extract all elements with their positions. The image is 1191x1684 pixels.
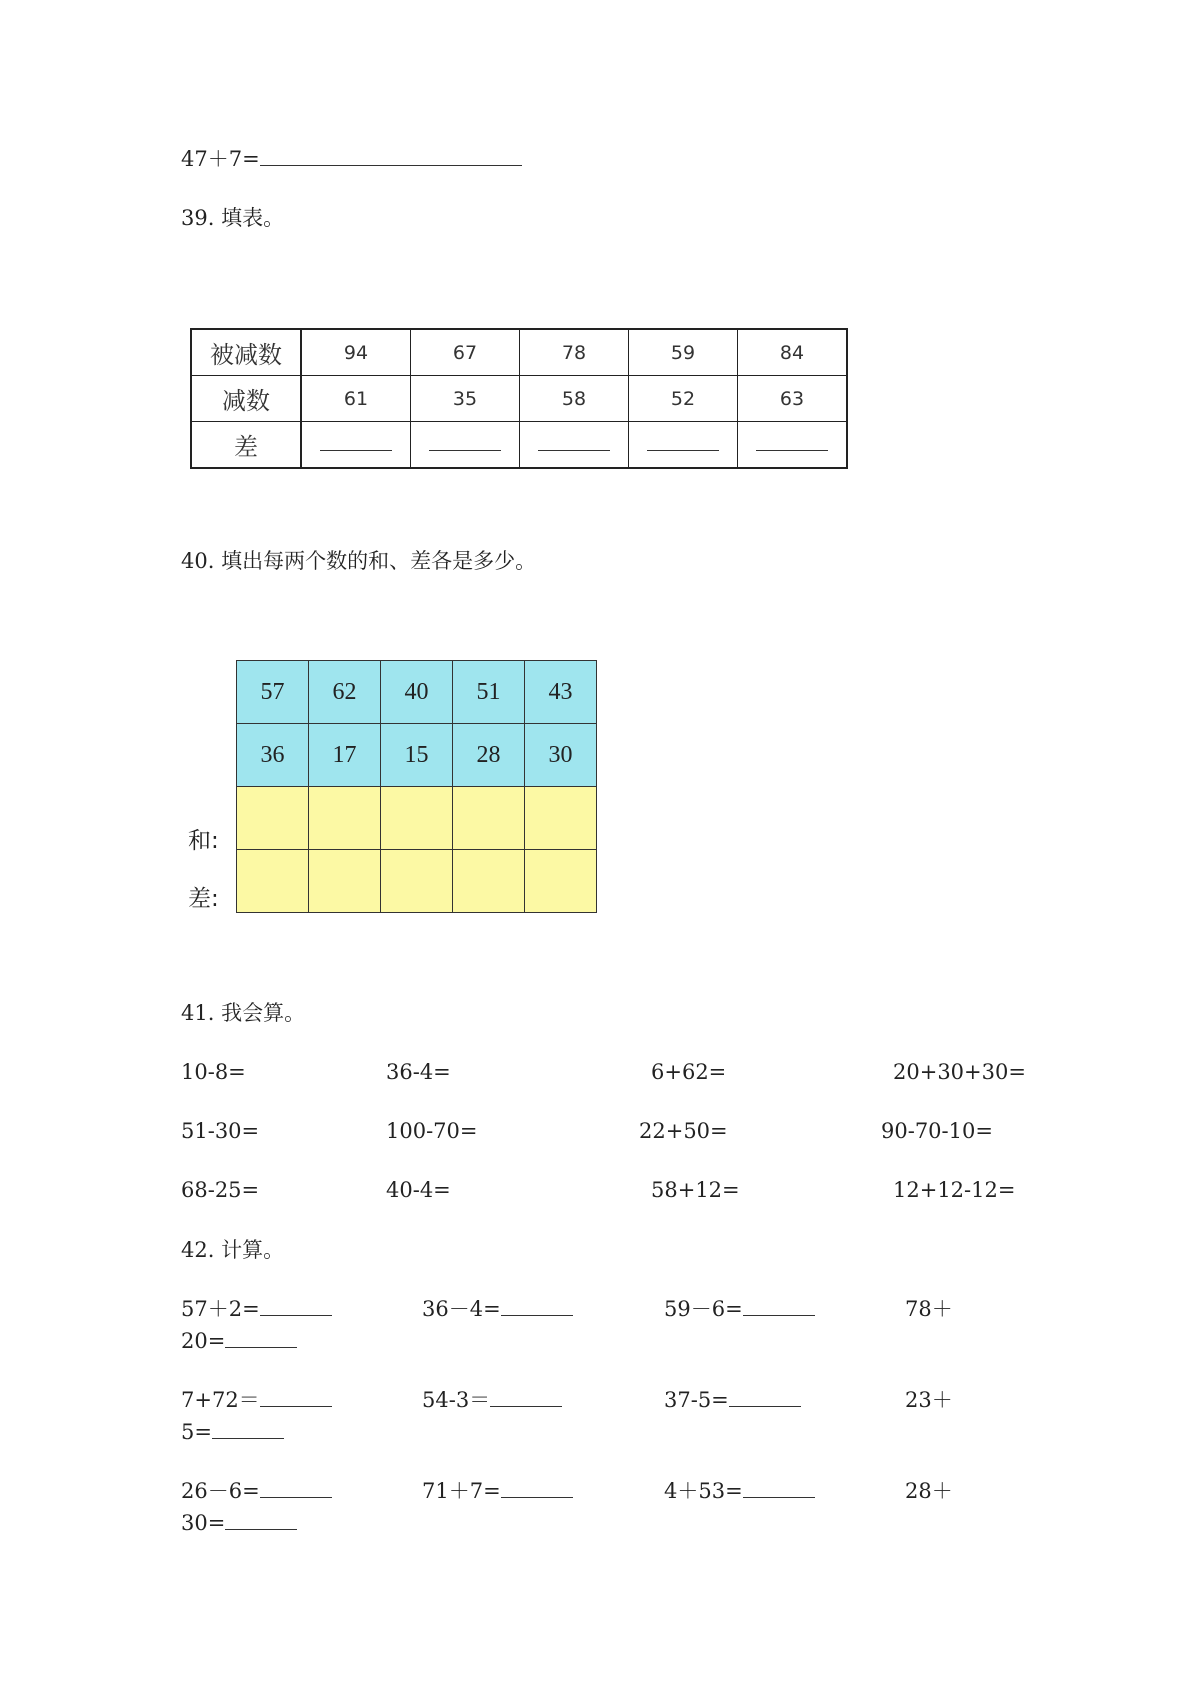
table-cell: 52	[629, 376, 738, 422]
calc-expression: 20=	[181, 1329, 226, 1353]
calc-item: 90-70-10=	[881, 1119, 993, 1143]
calc-item-wrap	[181, 1510, 297, 1536]
difference-cell[interactable]	[629, 422, 738, 469]
calc-expression: 4＋53=	[664, 1479, 743, 1503]
answer-blank[interactable]	[260, 1479, 332, 1498]
question-39-title: 39. 填表。	[181, 206, 285, 230]
difference-answer-cell[interactable]	[525, 850, 597, 913]
sum-answer-cell[interactable]	[237, 787, 309, 850]
calc-item	[422, 1387, 562, 1413]
table-cell: 35	[411, 376, 520, 422]
answer-blank[interactable]	[260, 145, 522, 166]
calc-item	[181, 1387, 332, 1413]
calc-item-wrap	[181, 1328, 297, 1354]
calc-expression: 30=	[181, 1511, 226, 1535]
calc-item: 28＋	[905, 1479, 953, 1503]
sum-row	[237, 787, 597, 850]
sum-answer-cell[interactable]	[381, 787, 453, 850]
calc-item: 51-30=	[181, 1119, 260, 1143]
difference-answer-cell[interactable]	[309, 850, 381, 913]
calc-item-wrap	[181, 1419, 284, 1445]
answer-blank[interactable]	[320, 436, 392, 451]
answer-blank[interactable]	[501, 1297, 573, 1316]
grid-cell: 17	[309, 724, 381, 787]
difference-row	[237, 850, 597, 913]
calc-item: 58+12=	[651, 1178, 740, 1202]
difference-cell[interactable]	[738, 422, 848, 469]
sum-answer-cell[interactable]	[309, 787, 381, 850]
calc-item: 6+62=	[651, 1060, 727, 1084]
calc-expression: 54-3＝	[422, 1388, 491, 1412]
calc-item: 10-8=	[181, 1060, 246, 1084]
answer-blank[interactable]	[260, 1388, 332, 1407]
calc-expression: 26－6=	[181, 1479, 260, 1503]
table-cell: 61	[301, 376, 411, 422]
table-cell: 63	[738, 376, 848, 422]
calc-item: 40-4=	[386, 1178, 451, 1202]
calc-item	[664, 1387, 801, 1413]
grid-cell: 62	[309, 661, 381, 724]
calc-expression: 59－6=	[664, 1297, 743, 1321]
answer-blank[interactable]	[729, 1388, 801, 1407]
difference-cell[interactable]	[520, 422, 629, 469]
question-40-title: 40. 填出每两个数的和、差各是多少。	[181, 549, 537, 573]
calc-expression: 71＋7=	[422, 1479, 501, 1503]
sum-label: 和:	[188, 828, 219, 854]
sum-answer-cell[interactable]	[453, 787, 525, 850]
table-cell: 59	[629, 329, 738, 376]
number-row-1	[237, 661, 597, 724]
difference-label: 差:	[188, 886, 219, 912]
answer-blank[interactable]	[501, 1479, 573, 1498]
answer-blank[interactable]	[225, 1511, 297, 1530]
table-cell: 67	[411, 329, 520, 376]
difference-answer-cell[interactable]	[237, 850, 309, 913]
grid-cell: 28	[453, 724, 525, 787]
calc-item: 22+50=	[639, 1119, 728, 1143]
calc-item: 78＋	[905, 1297, 953, 1321]
calc-item	[422, 1296, 573, 1322]
answer-blank[interactable]	[260, 1297, 332, 1316]
answer-blank[interactable]	[756, 436, 828, 451]
answer-blank[interactable]	[429, 436, 501, 451]
difference-answer-cell[interactable]	[381, 850, 453, 913]
sum-answer-cell[interactable]	[525, 787, 597, 850]
calc-item	[181, 1478, 332, 1504]
grid-cell: 43	[525, 661, 597, 724]
grid-cell: 30	[525, 724, 597, 787]
calc-item	[664, 1296, 815, 1322]
question-41-title: 41. 我会算。	[181, 1001, 306, 1025]
answer-blank[interactable]	[647, 436, 719, 451]
grid-cell: 51	[453, 661, 525, 724]
question-42-title: 42. 计算。	[181, 1238, 285, 1262]
answer-blank[interactable]	[743, 1479, 815, 1498]
grid-cell: 15	[381, 724, 453, 787]
table-cell: 78	[520, 329, 629, 376]
row-label-minuend: 被减数	[191, 329, 301, 376]
expression-text: 47＋7=	[181, 147, 260, 171]
calc-item: 20+30+30=	[893, 1060, 1026, 1084]
grid-cell: 57	[237, 661, 309, 724]
table-cell: 84	[738, 329, 848, 376]
table-cell: 94	[301, 329, 411, 376]
difference-answer-cell[interactable]	[453, 850, 525, 913]
calc-item: 68-25=	[181, 1178, 260, 1202]
calc-expression: 7+72＝	[181, 1388, 260, 1412]
calc-item: 36-4=	[386, 1060, 451, 1084]
calc-expression: 5=	[181, 1420, 212, 1444]
answer-blank[interactable]	[212, 1420, 284, 1439]
expression-47-plus-7	[181, 145, 522, 172]
difference-cell[interactable]	[301, 422, 411, 469]
subtraction-table	[190, 328, 848, 469]
answer-blank[interactable]	[225, 1329, 297, 1348]
table-row-subtrahend	[191, 376, 847, 422]
number-row-2	[237, 724, 597, 787]
table-row-minuend	[191, 329, 847, 376]
calc-item: 23＋	[905, 1388, 953, 1412]
calc-expression: 57＋2=	[181, 1297, 260, 1321]
calc-item	[422, 1478, 573, 1504]
difference-cell[interactable]	[411, 422, 520, 469]
calc-expression: 37-5=	[664, 1388, 729, 1412]
row-label-difference: 差	[191, 422, 301, 469]
calc-item	[181, 1296, 332, 1322]
calc-item: 12+12-12=	[893, 1178, 1016, 1202]
table-cell: 58	[520, 376, 629, 422]
table-row-difference	[191, 422, 847, 469]
grid-cell: 36	[237, 724, 309, 787]
calc-item	[664, 1478, 815, 1504]
answer-blank[interactable]	[490, 1388, 562, 1407]
row-label-subtrahend: 减数	[191, 376, 301, 422]
answer-blank[interactable]	[743, 1297, 815, 1316]
answer-blank[interactable]	[538, 436, 610, 451]
sum-difference-grid	[236, 660, 597, 913]
calc-item: 100-70=	[386, 1119, 478, 1143]
grid-cell: 40	[381, 661, 453, 724]
calc-expression: 36－4=	[422, 1297, 501, 1321]
